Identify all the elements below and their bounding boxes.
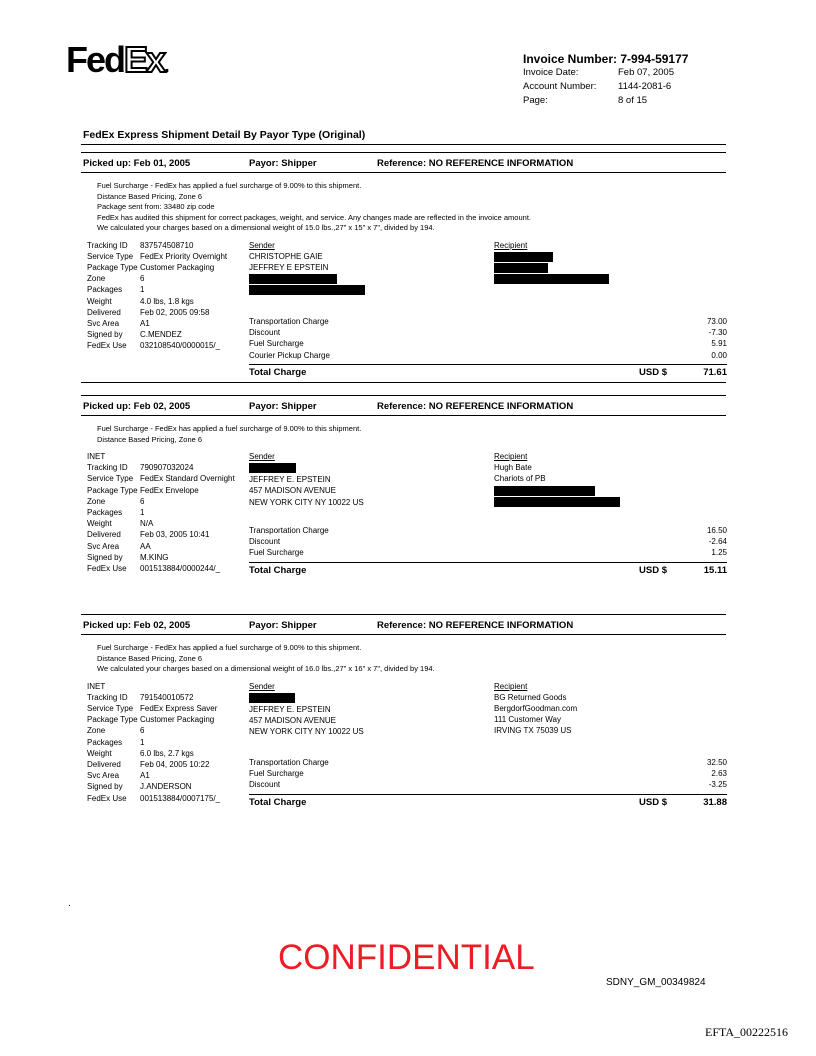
charge-row — [249, 338, 727, 349]
info-label: Svc Area — [87, 318, 120, 328]
info-value: 791540010572 — [140, 692, 194, 702]
charge-row — [249, 536, 727, 547]
info-row-tracking-id — [87, 462, 235, 473]
charge-amount: -7.30 — [708, 328, 727, 338]
info-label: FedEx Use — [87, 793, 127, 803]
info-label: Service Type — [87, 474, 134, 484]
info-value: A1 — [140, 318, 150, 328]
info-value: M.KING — [140, 552, 169, 562]
charges-block — [249, 757, 727, 791]
total-rule — [249, 562, 727, 563]
info-label: Zone — [87, 274, 106, 284]
info-row-fedex-use — [87, 793, 220, 804]
charge-row — [249, 316, 727, 327]
info-value: Customer Packaging — [140, 715, 215, 725]
info-row-signed-by — [87, 329, 227, 340]
info-label: Delivered — [87, 759, 121, 769]
picked-up-date: Picked up: Feb 01, 2005 — [83, 158, 191, 169]
total-row — [249, 565, 727, 577]
charge-amount: 32.50 — [706, 758, 727, 767]
recipient-block — [494, 240, 694, 285]
section-bottom-rule — [81, 382, 726, 383]
info-row-zone — [87, 273, 227, 284]
charge-amount: -2.64 — [708, 537, 727, 547]
total-amount: 31.88 — [703, 796, 727, 808]
section-top-rule — [81, 614, 726, 615]
reference: Reference: NO REFERENCE INFORMATION — [377, 158, 574, 169]
recipient-line: IRVING TX 75039 US — [494, 726, 572, 736]
sender-line: 457 MADISON AVENUE — [249, 715, 336, 725]
recipient-line: Chariots of PB — [494, 474, 546, 484]
total-currency: USD $ — [639, 564, 667, 576]
payor: Payor: Shipper — [249, 620, 317, 631]
shipment-notes — [97, 643, 435, 675]
charge-label: Transportation Charge — [249, 317, 329, 326]
charge-row — [249, 525, 727, 536]
info-row-signed-by — [87, 552, 235, 563]
efta-number: EFTA_00222516 — [705, 1025, 789, 1039]
info-value: Feb 02, 2005 09:58 — [140, 307, 210, 317]
invoice-number — [523, 52, 688, 66]
bates-number: SDNY_GM_00349824 — [606, 977, 706, 988]
note-line: Distance Based Pricing, Zone 6 — [97, 653, 203, 663]
info-label: Service Type — [87, 703, 134, 713]
reference: Reference: NO REFERENCE INFORMATION — [377, 620, 574, 631]
info-label: Zone — [87, 496, 106, 506]
charges-block — [249, 525, 727, 559]
info-label: FedEx Use — [87, 341, 127, 351]
reference: Reference: NO REFERENCE INFORMATION — [377, 401, 574, 412]
charge-label: Courier Pickup Charge — [249, 350, 330, 360]
sender-line: NEW YORK CITY NY 10022 US — [249, 727, 364, 737]
section-header-rule — [81, 634, 726, 635]
info-value: 1 — [140, 285, 145, 295]
note-line: Fuel Surcharge - FedEx has applied a fuel surcharge of 9.00% to this shipment. — [97, 424, 362, 433]
total-label: Total Charge — [249, 796, 307, 808]
info-label: Svc Area — [87, 771, 120, 781]
stray-dot: . — [68, 898, 71, 909]
sender-block — [249, 240, 449, 297]
sender-heading: Sender — [249, 240, 275, 250]
shipment-info — [87, 451, 235, 574]
info-value: 001513884/0000244/_ — [140, 564, 221, 574]
charge-label: Transportation Charge — [249, 526, 329, 535]
sender-heading: Sender — [249, 452, 275, 461]
recipient-block — [494, 681, 694, 737]
redaction-box — [249, 274, 337, 284]
note-line: We calculated your charges based on a dimensional weight of 16.0 lbs.,27" x 16" x 7", divided by 194. — [97, 664, 435, 673]
charge-row — [249, 768, 727, 779]
inet-prefix: INET — [87, 681, 106, 691]
shipment-notes — [97, 424, 361, 445]
redaction-box — [494, 252, 553, 262]
info-row-svc-area — [87, 770, 220, 781]
sender-line: CHRISTOPHE GAIE — [249, 251, 323, 261]
info-label: Zone — [87, 726, 106, 736]
redaction-box — [494, 263, 548, 273]
info-row-fedex-use — [87, 563, 235, 574]
recipient-block — [494, 451, 694, 508]
charge-label: Fuel Surcharge — [249, 339, 304, 349]
info-label: Service Type — [87, 251, 134, 261]
info-label: Signed by — [87, 552, 123, 562]
info-label: Package Type — [87, 485, 138, 495]
redaction-box — [494, 486, 595, 496]
info-row-signed-by — [87, 781, 220, 792]
recipient-heading: Recipient — [494, 681, 528, 691]
note-line: Package sent from: 33480 zip code — [97, 202, 215, 211]
charge-amount: -3.25 — [708, 780, 727, 790]
info-row-packages — [87, 507, 235, 518]
redaction-box — [494, 497, 620, 507]
sender-line: NEW YORK CITY NY 10022 US — [249, 497, 364, 507]
info-value: C.MENDEZ — [140, 330, 182, 340]
info-row-packages — [87, 737, 220, 748]
note-line: FedEx has audited this shipment for correct packages, weight, and service. Any changes made are reflected in the invoice amount. — [97, 212, 531, 222]
info-label: Tracking ID — [87, 463, 128, 473]
info-value: 6.0 lbs, 2.7 kgs — [140, 748, 194, 758]
redaction-box — [249, 285, 365, 295]
sender-block — [249, 451, 449, 508]
info-row-delivered — [87, 759, 220, 770]
info-label: Tracking ID — [87, 240, 128, 250]
recipient-line: BergdorfGoodman.com — [494, 703, 578, 713]
section-header-rule — [81, 415, 726, 416]
sender-heading: Sender — [249, 681, 275, 691]
charge-label: Transportation Charge — [249, 758, 329, 767]
info-label: Package Type — [87, 262, 138, 272]
page-label: Page: — [523, 95, 548, 106]
account-number-value: 1144-2081-6 — [618, 81, 672, 92]
charge-amount: 5.91 — [711, 339, 727, 349]
charge-label: Discount — [249, 537, 281, 547]
charge-row — [249, 327, 727, 338]
info-value: 790907032024 — [140, 463, 194, 473]
info-row-weight — [87, 518, 235, 529]
note-line: Fuel Surcharge - FedEx has applied a fuel surcharge of 9.00% to this shipment. — [97, 181, 362, 190]
total-rule — [249, 794, 727, 795]
total-label: Total Charge — [249, 366, 307, 378]
info-value: FedEx Express Saver — [140, 703, 218, 713]
total-amount: 15.11 — [703, 564, 727, 576]
info-value: N/A — [140, 519, 154, 529]
account-number-label: Account Number: — [523, 81, 597, 92]
invoice-number-label: Invoice Number: — [523, 52, 618, 66]
invoice-date-label: Invoice Date: — [523, 67, 579, 78]
info-label: Svc Area — [87, 541, 120, 551]
page-value: 8 of 15 — [618, 95, 648, 106]
info-value: 4.0 lbs, 1.8 kgs — [140, 296, 194, 306]
info-row-service-type — [87, 251, 227, 262]
note-line: Distance Based Pricing, Zone 6 — [97, 191, 203, 201]
info-label: Weight — [87, 748, 112, 758]
confidential-stamp: CONFIDENTIAL — [278, 938, 535, 977]
info-label: Tracking ID — [87, 692, 128, 702]
total-currency: USD $ — [639, 366, 667, 378]
info-value: AA — [140, 541, 151, 551]
charge-row — [249, 757, 727, 768]
info-row-tracking-id — [87, 240, 227, 251]
info-row-weight — [87, 748, 220, 759]
total-row — [249, 797, 727, 809]
picked-up-date: Picked up: Feb 02, 2005 — [83, 620, 191, 631]
info-label: Delivered — [87, 307, 121, 317]
redaction-box — [249, 463, 296, 473]
logo-fed-text: Fed — [66, 39, 125, 80]
info-value: 6 — [140, 496, 145, 506]
total-amount: 71.61 — [703, 366, 727, 378]
invoice-date-row — [523, 67, 674, 78]
recipient-heading: Recipient — [494, 240, 528, 250]
recipient-line: Hugh Bate — [494, 463, 532, 473]
section-top-rule — [81, 395, 726, 396]
section-header-rule — [81, 172, 726, 173]
total-label: Total Charge — [249, 564, 307, 576]
info-row-svc-area — [87, 541, 235, 552]
charge-row — [249, 547, 727, 558]
payor: Payor: Shipper — [249, 158, 317, 169]
recipient-heading: Recipient — [494, 452, 528, 461]
charge-row — [249, 779, 727, 790]
info-row-weight — [87, 296, 227, 307]
logo-ex-text: Ex — [124, 39, 165, 80]
info-value: Feb 04, 2005 10:22 — [140, 759, 210, 769]
info-label: Packages — [87, 285, 123, 295]
shipment-notes — [97, 181, 531, 234]
info-value: 1 — [140, 508, 145, 518]
info-label: Delivered — [87, 530, 121, 540]
info-label: Signed by — [87, 782, 123, 792]
page-title: FedEx Express Shipment Detail By Payor Type (Original) — [83, 129, 366, 141]
inet-prefix: INET — [87, 452, 106, 461]
picked-up-date: Picked up: Feb 02, 2005 — [83, 401, 191, 412]
charge-amount: 2.63 — [711, 769, 727, 779]
total-rule — [249, 364, 727, 365]
charge-amount: 73.00 — [706, 317, 727, 326]
info-value: Feb 03, 2005 10:41 — [140, 530, 210, 540]
sender-line: 457 MADISON AVENUE — [249, 486, 336, 496]
info-label: Packages — [87, 508, 123, 518]
info-value: 6 — [140, 274, 145, 284]
info-row-packages — [87, 284, 227, 295]
shipment-info — [87, 240, 227, 352]
info-label: FedEx Use — [87, 564, 127, 574]
title-rule — [81, 144, 726, 145]
info-row-svc-area — [87, 318, 227, 329]
note-line: Fuel Surcharge - FedEx has applied a fuel surcharge of 9.00% to this shipment. — [97, 643, 362, 652]
charge-label: Fuel Surcharge — [249, 769, 304, 779]
payor: Payor: Shipper — [249, 401, 317, 412]
account-number-row — [523, 81, 671, 92]
total-row — [249, 367, 727, 379]
page-row — [523, 95, 647, 106]
logo-dot-text: . — [164, 55, 168, 77]
total-currency: USD $ — [639, 796, 667, 808]
redaction-box — [494, 274, 609, 284]
info-label: Weight — [87, 519, 112, 529]
charge-amount: 0.00 — [711, 350, 727, 360]
info-label: Package Type — [87, 715, 138, 725]
recipient-line: BG Returned Goods — [494, 692, 567, 702]
info-row-package-type — [87, 485, 235, 496]
charges-block — [249, 316, 727, 361]
info-row-fedex-use — [87, 340, 227, 351]
info-row-zone — [87, 496, 235, 507]
invoice-date-value: Feb 07, 2005 — [618, 67, 674, 78]
info-value: 837574508710 — [140, 240, 194, 250]
info-value: A1 — [140, 771, 150, 781]
section-top-rule — [81, 152, 726, 153]
recipient-line: 111 Customer Way — [494, 715, 561, 725]
sender-line: JEFFREY E EPSTEIN — [249, 262, 329, 272]
info-row-delivered — [87, 307, 227, 318]
info-row-delivered — [87, 529, 235, 540]
charge-label: Fuel Surcharge — [249, 548, 304, 558]
info-value: 032108540/0000015/_ — [140, 341, 221, 351]
info-value: FedEx Priority Overnight — [140, 251, 228, 261]
note-line: We calculated your charges based on a dimensional weight of 15.0 lbs.,27" x 15" x 7", divided by 194. — [97, 223, 435, 232]
redaction-box — [249, 693, 295, 703]
charge-amount: 1.25 — [711, 548, 727, 558]
info-row-package-type — [87, 714, 220, 725]
sender-line: JEFFREY E. EPSTEIN — [249, 704, 331, 714]
info-label: Weight — [87, 296, 112, 306]
sender-block — [249, 681, 449, 738]
charge-label: Discount — [249, 328, 281, 338]
info-value: FedEx Envelope — [140, 485, 199, 495]
info-value: 1 — [140, 737, 145, 747]
info-row-service-type — [87, 703, 220, 714]
info-value: Customer Packaging — [140, 262, 215, 272]
info-value: 6 — [140, 726, 145, 736]
charge-amount: 16.50 — [706, 526, 727, 535]
info-label: Signed by — [87, 330, 123, 340]
fedex-logo — [66, 40, 168, 86]
invoice-number-value: 7-994-59177 — [620, 52, 689, 66]
info-row-tracking-id — [87, 692, 220, 703]
info-row-package-type — [87, 262, 227, 273]
charge-row — [249, 350, 727, 361]
note-line: Distance Based Pricing, Zone 6 — [97, 434, 203, 444]
info-row-service-type — [87, 473, 235, 484]
info-value: FedEx Standard Overnight — [140, 474, 235, 484]
shipment-info — [87, 681, 220, 804]
info-label: Packages — [87, 737, 123, 747]
info-value: 001513884/0007175/_ — [140, 793, 221, 803]
charge-label: Discount — [249, 780, 281, 790]
sender-line: JEFFREY E. EPSTEIN — [249, 475, 331, 485]
info-value: J.ANDERSON — [140, 782, 192, 792]
info-row-zone — [87, 725, 220, 736]
